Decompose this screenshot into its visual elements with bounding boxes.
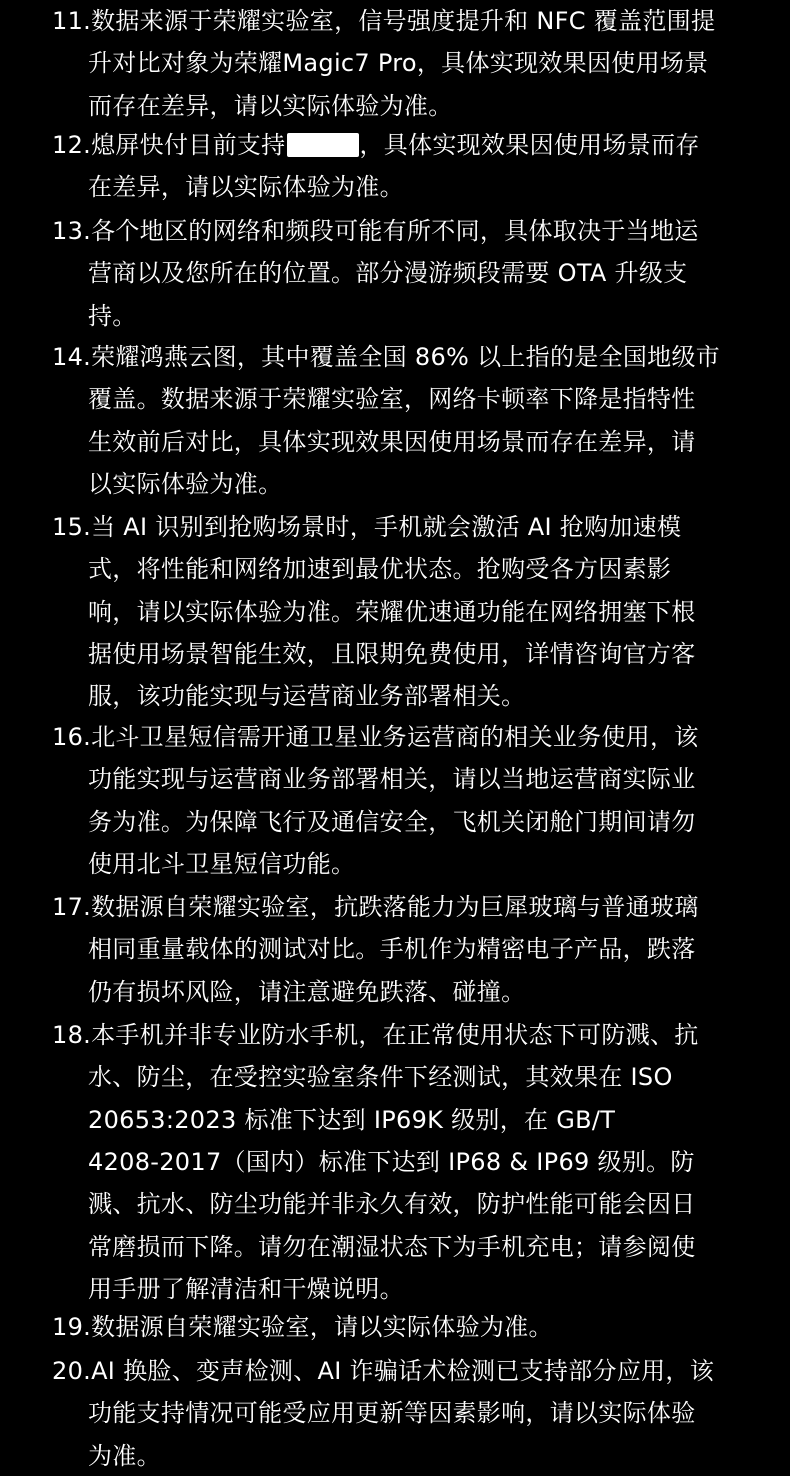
footnote-text: 数据源自荣耀实验室，请以实际体验为准。	[91, 1313, 553, 1341]
footnote-number: 17.	[52, 893, 92, 921]
footnote-number: 20.	[52, 1357, 92, 1385]
footnote-text: 以实际体验为准。	[88, 470, 283, 498]
footnote-line	[88, 1105, 615, 1135]
footnote-number: 15.	[52, 513, 92, 541]
footnote-text: 式，将性能和网络加速到最优状态。抢购受各方因素影	[88, 555, 672, 583]
footnote-text: 数据来源于荣耀实验室，信号强度提升和 NFC 覆盖范围提	[91, 7, 716, 35]
footnote-text: 覆盖。数据来源于荣耀实验室，网络卡顿率下降是指特性	[88, 385, 696, 413]
footnote-first-line	[52, 342, 720, 372]
footnote-first-line	[52, 1356, 714, 1386]
footnote-text: 溅、抗水、防尘功能并非永久有效，防护性能可能会因日	[88, 1190, 696, 1218]
footnote-line	[88, 1441, 161, 1471]
footnote-first-line	[52, 130, 700, 160]
footnote-number: 16.	[52, 723, 92, 751]
footnote-first-line	[52, 6, 715, 36]
footnote-first-line	[52, 1312, 553, 1342]
footnote-text: 响，请以实际体验为准。荣耀优速通功能在网络拥塞下根	[88, 598, 696, 626]
footnote-first-line	[52, 512, 681, 542]
footnote-number: 13.	[52, 217, 92, 245]
footnote-line	[88, 469, 282, 499]
footnote-text: 功能支持情况可能受应用更新等因素影响，请以实际体验	[88, 1399, 696, 1427]
footnote-line	[88, 427, 696, 457]
footnote-line	[88, 91, 453, 121]
footnote-line	[88, 1232, 696, 1262]
footnote-line	[88, 934, 696, 964]
footnote-line	[88, 849, 355, 879]
footnote-text: 务为准。为保障飞行及通信安全，飞机关闭舱门期间请勿	[88, 808, 696, 836]
footnote-text: 数据源自荣耀实验室，抗跌落能力为巨犀玻璃与普通玻璃	[91, 893, 699, 921]
footnote-text: 水、防尘，在受控实验室条件下经测试，其效果在 ISO	[88, 1063, 673, 1091]
footnote-number: 11.	[52, 7, 92, 35]
footnote-first-line	[52, 892, 699, 922]
footnote-text: 北斗卫星短信需开通卫星业务运营商的相关业务使用，该	[91, 723, 699, 751]
footnote-number: 12.	[52, 131, 92, 159]
footnote-text: 常磨损而下降。请勿在潮湿状态下为手机充电；请参阅使	[88, 1233, 696, 1261]
footnote-line	[88, 48, 708, 78]
footnote-line	[88, 384, 696, 414]
footnote-text: 仍有损坏风险，请注意避免跌落、碰撞。	[88, 978, 526, 1006]
footnote-number: 18.	[52, 1021, 92, 1049]
footnote-text: 荣耀鸿燕云图，其中覆盖全国 86% 以上指的是全国地级市	[91, 343, 721, 371]
redacted-block	[287, 133, 359, 157]
footnote-first-line	[52, 216, 699, 246]
footnote-text: 使用北斗卫星短信功能。	[88, 850, 356, 878]
footnote-line	[88, 597, 696, 627]
footnote-text: 当 AI 识别到抢购场景时，手机就会激活 AI 抢购加速模	[91, 513, 682, 541]
footnote-text: 用手册了解清洁和干燥说明。	[88, 1275, 404, 1303]
footnote-text: 4208-2017（国内）标准下达到 IP68 & IP69 级别。防	[88, 1148, 695, 1176]
footnote-text: 各个地区的网络和频段可能有所不同，具体取决于当地运	[91, 217, 699, 245]
footnote-text: AI 换脸、变声检测、AI 诈骗话术检测已支持部分应用，该	[91, 1357, 715, 1385]
footnote-first-line	[52, 722, 699, 752]
footnote-text: 营商以及您所在的位置。部分漫游频段需要 OTA 升级支	[88, 259, 688, 287]
footnote-line	[88, 1062, 673, 1092]
footnote-line	[88, 807, 696, 837]
footnote-text: 为准。	[88, 1442, 161, 1470]
footnote-line	[88, 554, 671, 584]
footnote-text: 据使用场景智能生效，且限期免费使用，详情咨询官方客	[88, 640, 696, 668]
footnote-line	[88, 258, 687, 288]
footnote-number: 14.	[52, 343, 92, 371]
footnote-line	[88, 639, 696, 669]
footnote-first-line	[52, 1020, 699, 1050]
footnote-text: 熄屏快付目前支持	[91, 131, 286, 159]
footnote-line	[88, 172, 404, 202]
footnote-line	[88, 1147, 695, 1177]
footnote-line	[88, 301, 137, 331]
footnote-text: 持。	[88, 302, 137, 330]
footnote-line	[88, 1398, 696, 1428]
footnote-text: 生效前后对比，具体实现效果因使用场景而存在差异，请	[88, 428, 696, 456]
footnote-text: 20653:2023 标准下达到 IP69K 级别，在 GB/T	[88, 1106, 616, 1134]
footnote-line	[88, 1189, 696, 1219]
footnote-text: 本手机并非专业防水手机，在正常使用状态下可防溅、抗	[91, 1021, 699, 1049]
footnote-text: 服，该功能实现与运营商业务部署相关。	[88, 682, 526, 710]
footnote-number: 19.	[52, 1313, 92, 1341]
footnote-text: 升对比对象为荣耀Magic7 Pro，具体实现效果因使用场景	[88, 49, 709, 77]
footnote-line	[88, 1274, 404, 1304]
footnote-line	[88, 681, 525, 711]
footnote-text: 功能实现与运营商业务部署相关，请以当地运营商实际业	[88, 765, 696, 793]
footnote-line	[88, 977, 525, 1007]
footnote-text: 相同重量载体的测试对比。手机作为精密电子产品，跌落	[88, 935, 696, 963]
footnote-text-tail: ，具体实现效果因使用场景而存	[359, 131, 700, 159]
footnote-text: 在差异，请以实际体验为准。	[88, 173, 404, 201]
footnote-line	[88, 764, 696, 794]
footnote-text: 而存在差异，请以实际体验为准。	[88, 92, 453, 120]
